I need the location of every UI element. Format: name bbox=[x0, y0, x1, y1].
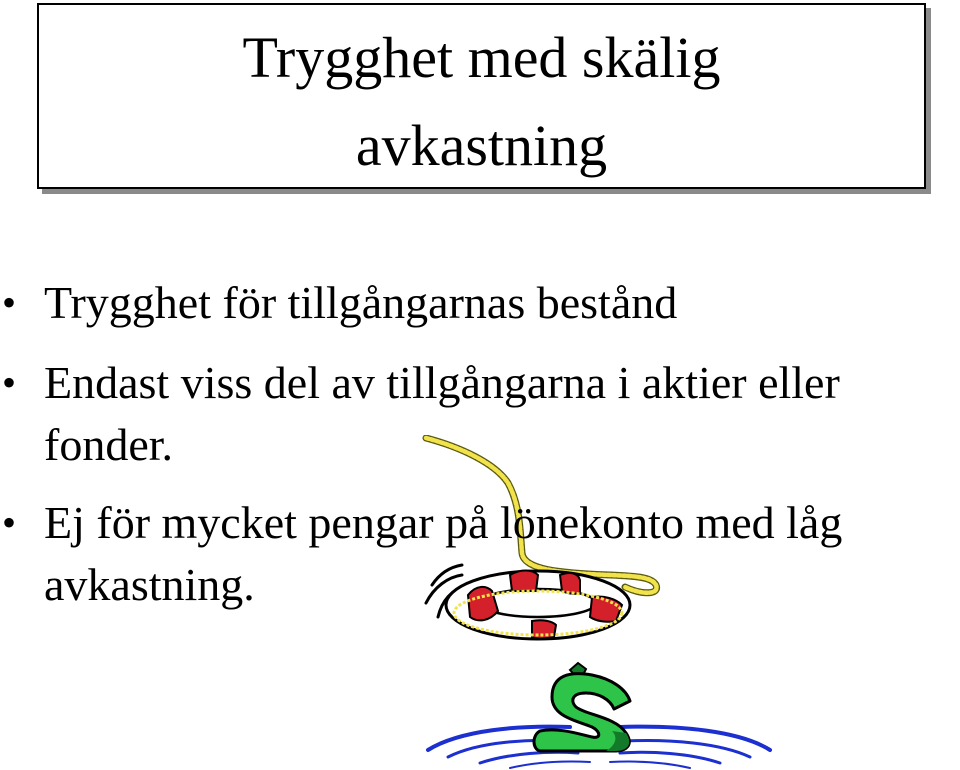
life-ring-clipart bbox=[420, 435, 780, 770]
dollar-sign-icon bbox=[534, 663, 630, 751]
bullet-marker: • bbox=[2, 360, 17, 405]
bullet-3-line-1: Ej för mycket pengar på lönekonto med låg bbox=[44, 497, 843, 548]
bullet-marker: • bbox=[2, 280, 17, 325]
life-ring-icon bbox=[446, 571, 630, 640]
bullet-2-line-2: fonder. bbox=[44, 419, 174, 470]
title-line-2: avkastning bbox=[355, 113, 608, 178]
title-line-1: Trygghet med skälig bbox=[242, 25, 721, 90]
bullet-1-line-1: Trygghet för tillgångarnas bestånd bbox=[44, 277, 678, 328]
bullet-3-line-2: avkastning. bbox=[44, 559, 255, 610]
bullet-marker: • bbox=[2, 500, 17, 545]
bullet-2-line-1: Endast viss del av tillgångarna i aktier eller bbox=[44, 357, 840, 408]
title-box bbox=[37, 3, 926, 189]
